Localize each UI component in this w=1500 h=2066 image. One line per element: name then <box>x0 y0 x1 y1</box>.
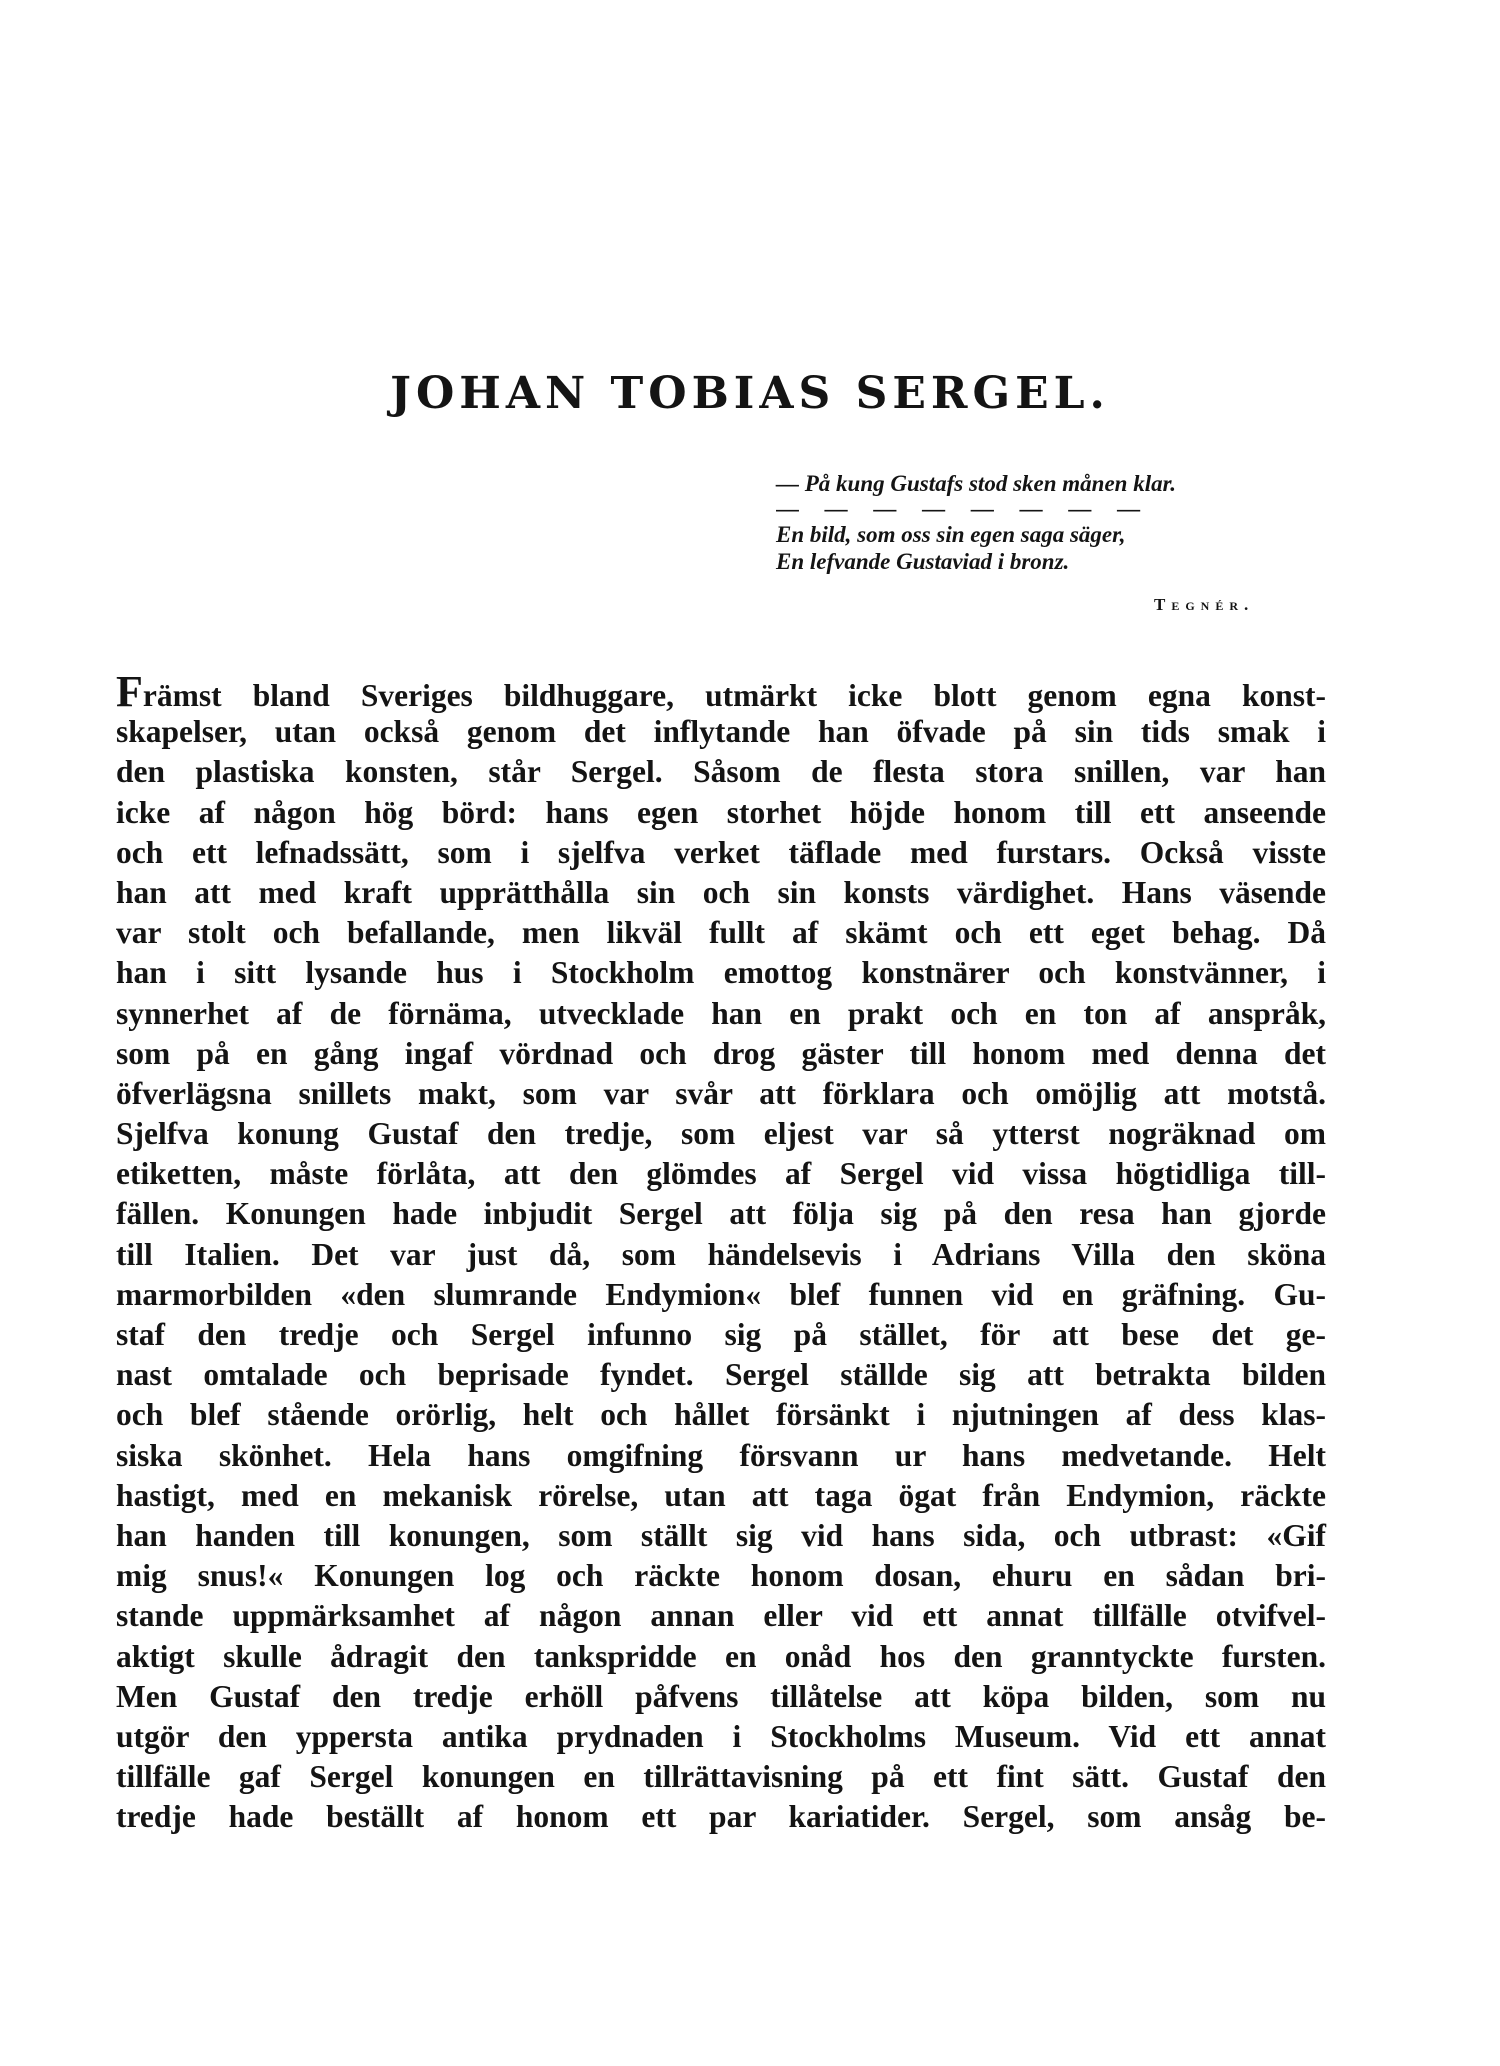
text-line: hastigt, med en mekanisk rörelse, utan att taga ögat från Endymion, räckte <box>116 1477 1326 1513</box>
epigraph-dashes: — — — — — — — — <box>776 497 1151 521</box>
text-line: tredje hade beställt af honom ett par kariatider. Sergel, som ansåg be- <box>116 1799 1326 1835</box>
text-line: han i sitt lysande hus i Stockholm emottog konstnärer och konstvänner, i <box>116 955 1326 991</box>
epigraph-line: En bild, som oss sin egen saga säger, <box>776 522 1126 547</box>
body-text <box>116 667 1326 1837</box>
epigraph <box>776 470 1316 618</box>
text-line: Främst bland Sveriges bildhuggare, utmärkt icke blott genom egna konst- <box>116 667 1326 716</box>
text-line: skapelser, utan också genom det inflytande han öfvade på sin tids smak i <box>116 714 1326 750</box>
text-line: stande uppmärksamhet af någon annan eller vid ett annat tillfälle otvifvel- <box>116 1598 1326 1634</box>
text-line: icke af någon hög börd: hans egen storhet höjde honom till ett anseende <box>116 794 1326 830</box>
text-line: fällen. Konungen hade inbjudit Sergel att följa sig på den resa han gjorde <box>116 1196 1326 1232</box>
text-line: och ett lefnadssätt, som i sjelfva verket täflade med furstars. Också visste <box>116 834 1326 870</box>
text-line: öfverlägsna snillets makt, som var svår att förklara och omöjlig att motstå. <box>116 1075 1326 1111</box>
text-line: nast omtalade och beprisade fyndet. Sergel ställde sig att betrakta bilden <box>116 1357 1326 1393</box>
text-line: han att med kraft upprätthålla sin och sin konsts värdighet. Hans väsende <box>116 874 1326 910</box>
text-line: utgör den yppersta antika prydnaden i Stockholms Museum. Vid ett annat <box>116 1718 1326 1754</box>
text-line: aktigt skulle ådragit den tankspridde en onåd hos den granntyckte fursten. <box>116 1638 1326 1674</box>
epigraph-line: En lefvande Gustaviad i bronz. <box>776 549 1070 574</box>
text-line: siska skönhet. Hela hans omgifning försvann ur hans medvetande. Helt <box>116 1437 1326 1473</box>
text-line: staf den tredje och Sergel infunno sig på stället, för att bese det ge- <box>116 1317 1326 1352</box>
text-line: Men Gustaf den tredje erhöll påfvens tillåtelse att köpa bilden, som nu <box>116 1678 1326 1714</box>
text-line: och blef stående orörlig, helt och hållet försänkt i njutningen af dess klas- <box>116 1397 1326 1433</box>
text-line: etiketten, måste förlåta, att den glömdes af Sergel vid vissa högtidliga till- <box>116 1156 1326 1192</box>
text-line: till Italien. Det var just då, som händelsevis i Adrians Villa den sköna <box>116 1236 1326 1272</box>
text-line: synnerhet af de förnäma, utvecklade han en prakt och en ton af anspråk, <box>116 995 1326 1031</box>
text-line: marmorbilden «den slumrande Endymion« blef funnen vid en gräfning. Gu- <box>116 1276 1326 1312</box>
text-line: Sjelfva konung Gustaf den tredje, som eljest var så ytterst nogräknad om <box>116 1116 1326 1152</box>
text-line: han handen till konungen, som ställt sig vid hans sida, och utbrast: «Gif <box>116 1517 1326 1553</box>
text-line: som på en gång ingaf vördnad och drog gäster till honom med denna det <box>116 1035 1326 1071</box>
epigraph-author: Tegnér. <box>1154 595 1255 614</box>
page-title: JOHAN TOBIAS SERGEL. <box>390 368 1110 419</box>
epigraph-line: — På kung Gustafs stod sken månen klar. <box>776 471 1177 496</box>
text-line: mig snus!« Konungen log och räckte honom dosan, ehuru en sådan bri- <box>116 1558 1326 1594</box>
text-line: den plastiska konsten, står Sergel. Såsom de flesta stora snillen, var han <box>116 754 1326 790</box>
text-line: tillfälle gaf Sergel konungen en tillrättavisning på ett fint sätt. Gustaf den <box>116 1759 1326 1795</box>
text-line: var stolt och befallande, men likväl fullt af skämt och ett eget behag. Då <box>116 915 1326 951</box>
